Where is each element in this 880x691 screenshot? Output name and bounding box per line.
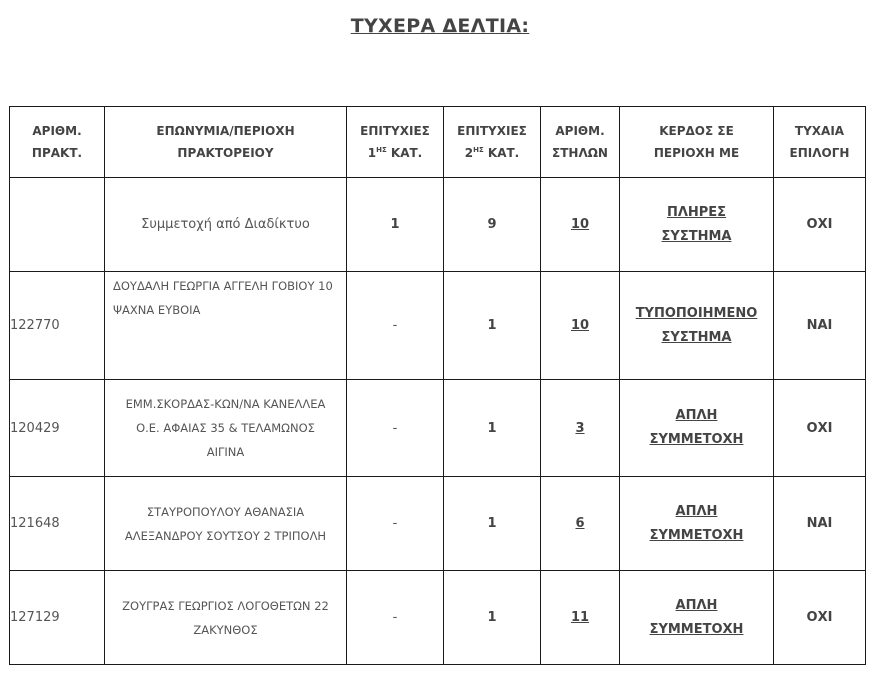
random-choice-cell: ΟΧΙ — [774, 380, 866, 477]
random-choice-cell: ΟΧΙ — [774, 178, 866, 272]
winning-tickets-table — [9, 106, 866, 665]
agency-name-cell: ΕΜΜ.ΣΚΟΡΔΑΣ-ΚΩΝ/ΝΑ ΚΑΝΕΛΛΕΑ Ο.Ε. ΑΦΑΙΑΣ 35 & ΤΕΛΑΜΩΝΟΣ ΑΙΓΙΝΑ — [105, 380, 347, 477]
columns-cell: 10 — [541, 178, 620, 272]
table-header-row — [10, 107, 866, 178]
columns-cell: 3 — [541, 380, 620, 477]
wins-1st-cell: 1 — [347, 178, 444, 272]
table-row — [10, 477, 866, 571]
wins-1st-cell: - — [347, 380, 444, 477]
header-profit: ΚΕΡΔΟΣ ΣΕ ΠΕΡΙΟΧΗ ΜΕ — [620, 107, 774, 178]
profit-cell: ΑΠΛΗ ΣΥΜΜΕΤΟΧΗ — [620, 571, 774, 665]
profit-cell: ΑΠΛΗ ΣΥΜΜΕΤΟΧΗ — [620, 380, 774, 477]
agency-no-cell: 122770 — [10, 272, 105, 380]
agency-no-cell: 120429 — [10, 380, 105, 477]
columns-cell: 6 — [541, 477, 620, 571]
random-choice-cell: ΟΧΙ — [774, 571, 866, 665]
page-title: ΤΥΧΕΡΑ ΔΕΛΤΙΑ: — [350, 15, 530, 37]
header-columns: ΑΡΙΘΜ. ΣΤΗΛΩΝ — [541, 107, 620, 178]
agency-name-cell: ΣΤΑΥΡΟΠΟΥΛΟΥ ΑΘΑΝΑΣΙΑ ΑΛΕΞΑΝΔΡΟΥ ΣΟΥΤΣΟΥ 2 ΤΡΙΠΟΛΗ — [105, 477, 347, 571]
table-row — [10, 571, 866, 665]
wins-1st-cell: - — [347, 571, 444, 665]
table-row — [10, 178, 866, 272]
agency-no-cell: 127129 — [10, 571, 105, 665]
random-choice-cell: ΝΑΙ — [774, 477, 866, 571]
columns-cell: 11 — [541, 571, 620, 665]
header-wins-1st: ΕΠΙΤΥΧΙΕΣ $1^{H\Sigma}$ ΚΑΤ. — [347, 107, 444, 178]
wins-1st-cell: - — [347, 272, 444, 380]
wins-2nd-cell: 1 — [444, 477, 541, 571]
wins-2nd-cell: 1 — [444, 571, 541, 665]
agency-name-cell: ΖΟΥΓΡΑΣ ΓΕΩΡΓΙΟΣ ΛΟΓΟΘΕΤΩΝ 22 ΖΑΚΥΝΘΟΣ — [105, 571, 347, 665]
columns-cell: 10 — [541, 272, 620, 380]
header-random-choice: ΤΥΧΑΙΑ ΕΠΙΛΟΓΗ — [774, 107, 866, 178]
profit-cell: ΤΥΠΟΠΟΙΗΜΕΝΟ ΣΥΣΤΗΜΑ — [620, 272, 774, 380]
header-wins-2nd: ΕΠΙΤΥΧΙΕΣ $2^{H\Sigma}$ ΚΑΤ. — [444, 107, 541, 178]
wins-2nd-cell: 1 — [444, 380, 541, 477]
header-agency-name: ΕΠΩΝΥΜΙΑ/ΠΕΡΙΟΧΗ ΠΡΑΚΤΟΡΕΙΟΥ — [105, 107, 347, 178]
table-row — [10, 272, 866, 380]
agency-name-cell: ΔΟΥΔΑΛΗ ΓΕΩΡΓΙΑ ΑΓΓΕΛΗ ΓΟΒΙΟΥ 10 ΨΑΧΝΑ ΕΥΒΟΙΑ — [105, 272, 347, 380]
agency-no-cell: 121648 — [10, 477, 105, 571]
profit-cell: ΠΛΗΡΕΣ ΣΥΣΤΗΜΑ — [620, 178, 774, 272]
agency-no-cell — [10, 178, 105, 272]
table-row — [10, 380, 866, 477]
profit-cell: ΑΠΛΗ ΣΥΜΜΕΤΟΧΗ — [620, 477, 774, 571]
agency-name-cell: Συμμετοχή από Διαδίκτυο — [105, 178, 347, 272]
random-choice-cell: ΝΑΙ — [774, 272, 866, 380]
wins-2nd-cell: 9 — [444, 178, 541, 272]
header-agency-no: ΑΡΙΘΜ. ΠΡΑΚΤ. — [10, 107, 105, 178]
wins-2nd-cell: 1 — [444, 272, 541, 380]
wins-1st-cell: - — [347, 477, 444, 571]
